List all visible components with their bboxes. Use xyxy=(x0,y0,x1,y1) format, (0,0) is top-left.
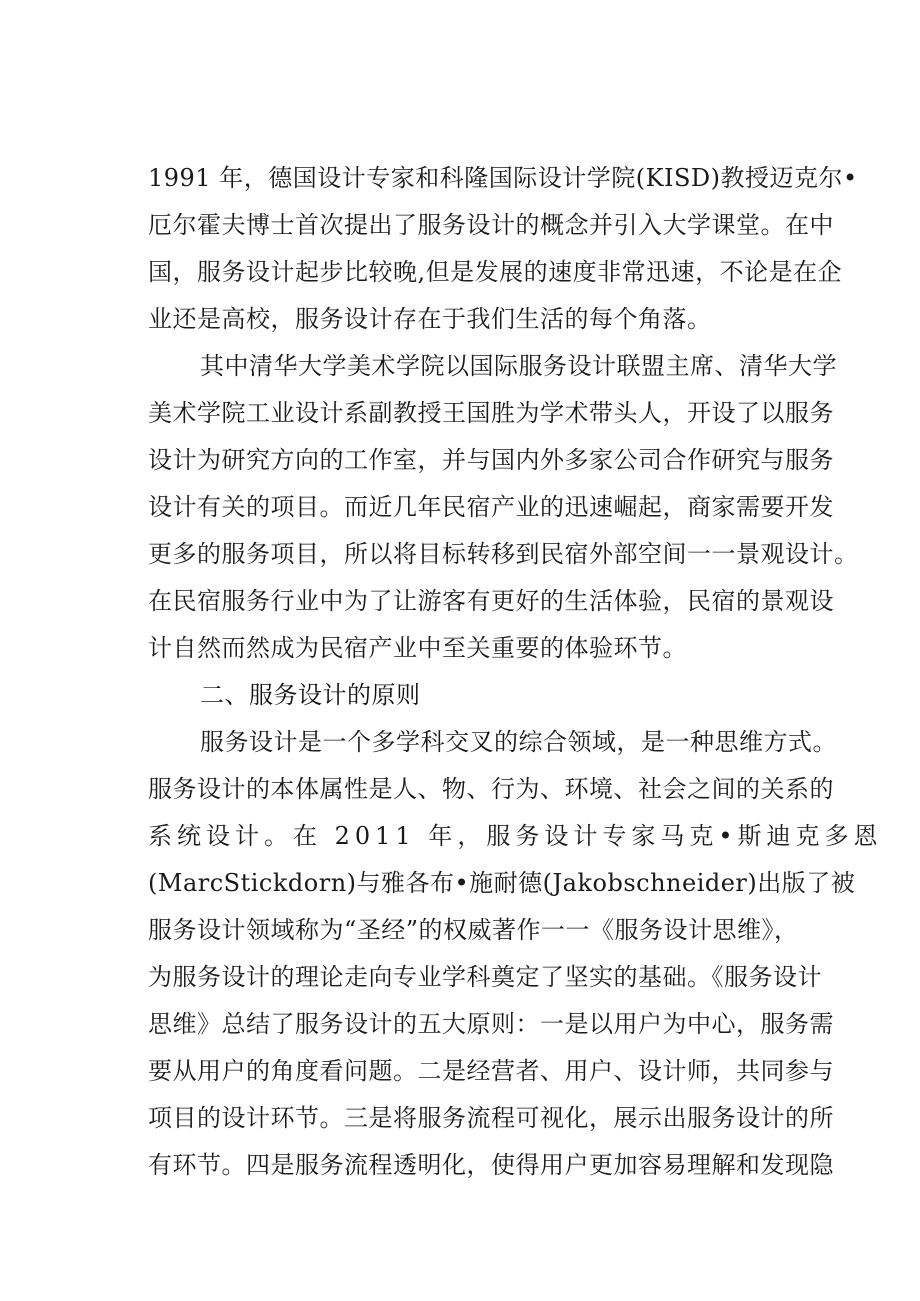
paragraph-line: 系统设计。在 2011 年，服务设计专家马克•斯迪克多恩 xyxy=(148,822,883,850)
paragraph-principles xyxy=(148,719,883,1189)
paragraph-line: 思维》总结了服务设计的五大原则：一是以用户为中心，服务需 xyxy=(148,1010,834,1038)
paragraph-tsinghua xyxy=(148,343,859,672)
paragraph-line: 更多的服务项目，所以将目标转移到民宿外部空间一一景观设计。 xyxy=(148,540,859,568)
paragraph-line: 服务设计领域称为“圣经”的权威著作一一《服务设计思维》， xyxy=(148,916,799,944)
paragraph-kisd-history xyxy=(148,155,858,343)
paragraph-line: 设计有关的项目。而近几年民宿产业的迅速崛起，商家需要开发 xyxy=(148,493,834,521)
paragraph-line: 为服务设计的理论走向专业学科奠定了坚实的基础。《服务设计 xyxy=(148,963,822,991)
paragraph-line: 服务设计是一个多学科交叉的综合领域，是一种思维方式。 xyxy=(200,728,837,756)
paragraph-line: 设计为研究方向的工作室，并与国内外多家公司合作研究与服务 xyxy=(148,446,834,474)
section-heading: 二、服务设计的原则 xyxy=(200,681,421,709)
paragraph-line: 要从用户的角度看问题。二是经营者、用户、设计师，共同参与 xyxy=(148,1057,834,1085)
paragraph-line: 项目的设计环节。三是将服务流程可视化，展示出服务设计的所 xyxy=(148,1104,834,1132)
paragraph-line: 在民宿服务行业中为了让游客有更好的生活体验，民宿的景观设 xyxy=(148,587,834,615)
paragraph-line: 计自然而然成为民宿产业中至关重要的体验环节。 xyxy=(148,634,687,662)
paragraph-line: 其中清华大学美术学院以国际服务设计联盟主席、清华大学 xyxy=(200,352,837,380)
paragraph-line: 美术学院工业设计系副教授王国胜为学术带头人，开设了以服务 xyxy=(148,399,834,427)
paragraph-line: 厄尔霍夫博士首次提出了服务设计的概念并引入大学课堂。在中 xyxy=(148,211,834,239)
paragraph-line: 服务设计的本体属性是人、物、行为、环境、社会之间的关系的 xyxy=(148,775,834,803)
paragraph-line: 有环节。四是服务流程透明化，使得用户更加容易理解和发现隐 xyxy=(148,1151,834,1179)
body-text xyxy=(148,155,883,1189)
paragraph-line: 业还是高校，服务设计存在于我们生活的每个角落。 xyxy=(148,305,712,333)
paragraph-line: (MarcStickdorn)与雅各布•施耐德(Jakobschneider)出版了被 xyxy=(148,869,856,897)
paragraph-line: 1991 年，德国设计专家和科隆国际设计学院(KISD)教授迈克尔• xyxy=(148,164,858,192)
paragraph-line: 国，服务设计起步比较晚,但是发展的速度非常迅速，不论是在企 xyxy=(148,258,843,286)
